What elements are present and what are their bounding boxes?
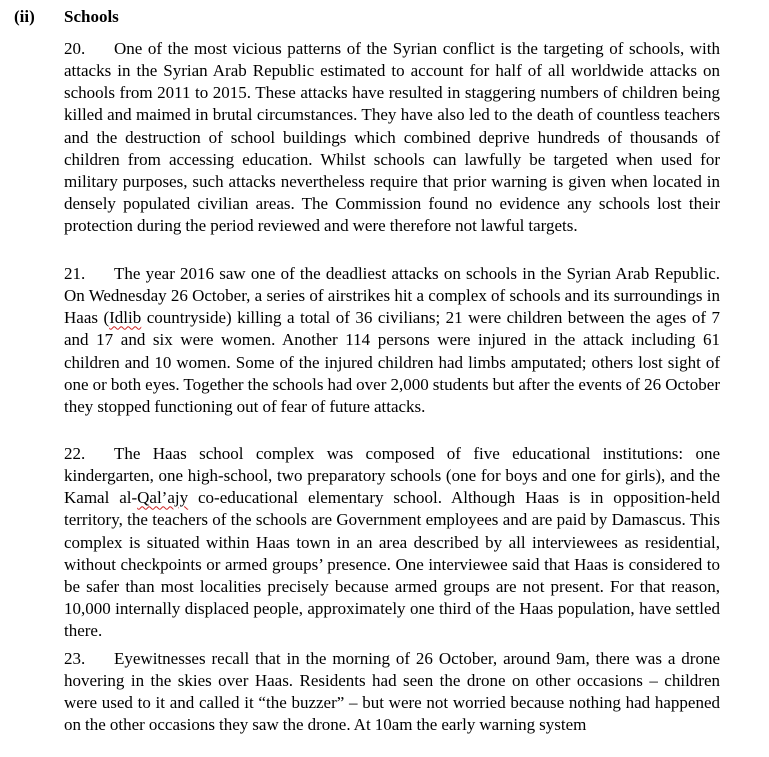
spellcheck-flagged-word: Qal’ajy	[137, 488, 189, 508]
paragraph-text: Eyewitnesses recall that in the morning of 26 October, around 9am, there was a drone hovering in the skies over Haas. Residents had seen the drone on other occasions – children were used to it and called it “the buzzer” – but were not worried because nothing had happened on the other occasions they saw the drone. At 10am the early warning system	[64, 649, 720, 735]
paragraph-text: The year 2016 saw one of the deadliest attacks on schools in the Syrian Arab Republic. On Wednesday 26 October, a series of airstrikes hit a complex of schools and its surroundings in Haas (	[64, 264, 720, 328]
section-number: (ii)	[14, 7, 35, 26]
paragraph-text-continued: countryside) killing a total of 36 civilians; 21 were children between the ages of 7 and 17 and six were women. Another 114 persons were injured in the attack including 61 children and 10 women. Some of the injured children had limbs amputated; others lost sight of one or both eyes. Together the schools had over 2,000 students but after the events of 26 October they stopped functioning out of fear of future attacks.	[64, 308, 720, 416]
paragraph-text-continued: co-educational elementary school. Although Haas is in opposition-held territory, the teachers of the schools are Government employees and are paid by Damascus. This complex is situated within Haas town in an area described by all interviewees as residential, without checkpoints or armed groups’ presence. One interviewee said that Haas is considered to be safer than most localities precisely because armed groups are not present. For that reason, 10,000 internally displaced people, approximately one third of the Haas population, have settled there.	[64, 488, 720, 641]
paragraph-number: 23.	[64, 649, 86, 668]
section-heading	[14, 6, 119, 28]
paragraph-21	[64, 263, 720, 418]
paragraph-23	[64, 648, 720, 737]
section-title: Schools	[64, 7, 119, 26]
paragraph-number: 22.	[64, 444, 86, 463]
paragraph-number: 20.	[64, 39, 86, 58]
paragraph-20	[64, 38, 720, 237]
paragraph-text: One of the most vicious patterns of the Syrian conflict is the targeting of schools, with attacks in the Syrian Arab Republic estimated to account for half of all worldwide attacks on schools from 2011 to 2015. These attacks have resulted in staggering numbers of children being killed and maimed in brutal circumstances. They have also led to the death of countless teachers and the destruction of school buildings which combined deprive hundreds of thousands of children from accessing education. Whilst schools can lawfully be targeted when used for military purposes, such attacks nevertheless require that prior warning is given when located in densely populated civilian areas. The Commission found no evidence any schools lost their protection during the period reviewed and were therefore not lawful targets.	[64, 39, 720, 236]
paragraph-22	[64, 443, 720, 642]
spellcheck-flagged-word: Idlib	[109, 308, 142, 328]
paragraph-number: 21.	[64, 264, 86, 283]
paragraph-text: The Haas school complex was composed of five educational institutions: one kindergarten, one high-school, two preparatory schools (one for boys and one for girls), and the Kamal al-	[64, 444, 720, 508]
